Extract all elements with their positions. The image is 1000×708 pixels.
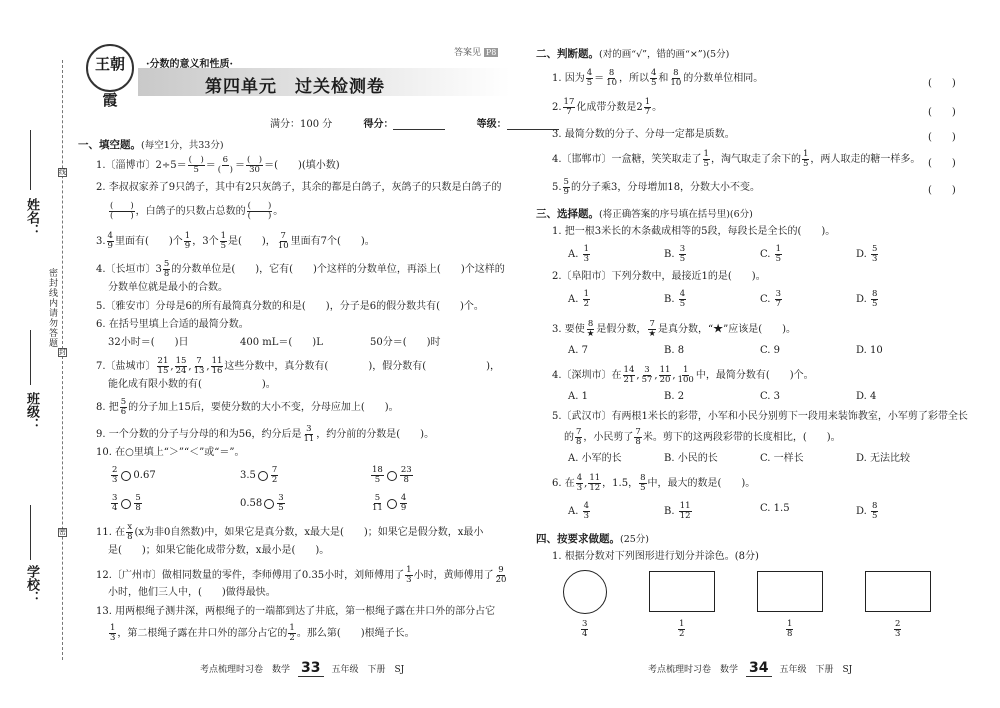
score-field[interactable] <box>393 120 445 130</box>
rectangle-shape-1[interactable] <box>649 571 715 612</box>
question-12-line2: 小时，他们三人中，( )做得最快。 <box>108 587 276 598</box>
question-3: 3. $\frac{4}{9}$ 里面有( )个 $\frac{1}{9}$ ，3个 $\frac{1}{5}$ 是( )， $\frac{7}{10}$ 里面有7个( )。 <box>96 231 375 251</box>
section-fill-blank: 一、填空题。(每空1分，共33分) <box>78 139 224 151</box>
question-10: 10. 在○里填上“＞”“＜”或“＝”。 <box>96 447 245 458</box>
school-label: 学校： <box>24 565 39 604</box>
choice-1-c[interactable]: C. $\frac{1}{5}$ <box>760 244 782 264</box>
school-field[interactable] <box>30 505 31 560</box>
seal-mark-mi: 密 <box>59 528 66 536</box>
judge-2: 2. $\frac{17}{7}$ 化成带分数是2 $\frac{1}{7}$ 。 <box>552 97 663 117</box>
seal-mark-feng: 封 <box>59 348 66 356</box>
question-10-r2-b: 0.58 $\frac{3}{5}$ <box>240 493 284 513</box>
choice-1-b[interactable]: B. $\frac{3}{5}$ <box>664 244 686 264</box>
choice-4-b[interactable]: B. 2 <box>664 391 685 402</box>
question-10-r1-a: $\frac{2}{3}$ 0.67 <box>112 465 156 485</box>
choice-1: 1. 把一根3米长的木条截成相等的5段，每段长是全长的( )。 <box>552 226 836 237</box>
choice-3-b[interactable]: B. 8 <box>664 345 685 356</box>
choice-1-d[interactable]: D. $\frac{5}{3}$ <box>856 244 878 264</box>
question-10-r2-a: $\frac{3}{4}$ $\frac{5}{8}$ <box>112 493 141 513</box>
judge-4: 4.〔邯郸市〕一盒糖，笑笑取走了 $\frac{1}{5}$ ，淘气取走了余下的 $\frac{1}{5}$ ，两人取走的糖一样多。 <box>552 149 921 169</box>
question-8: 8. 把 $\frac{5}{6}$ 的分子加上15后，要使分数的大小不变，分母应加上( )。 <box>96 397 399 417</box>
page-number: 33 <box>298 660 323 677</box>
choice-6-d[interactable]: D. $\frac{8}{5}$ <box>856 501 878 521</box>
question-6-b: 400 mL＝( )L <box>240 337 323 348</box>
question-2: 2. 李叔叔家养了9只鸽子，其中有2只灰鸽子，其余的都是白鸽子，灰鸽子的只数是白鸽子的 <box>96 182 502 193</box>
judge-2-answer[interactable]: ( ) <box>928 107 956 118</box>
publisher-logo: 王朝霞 <box>86 44 134 92</box>
question-4: 4.〔长垣市〕3 $\frac{5}{8}$ 的分数单位是( )，它有( )个这样的分数单位，再添上( )个这样的 <box>96 259 505 279</box>
section-true-false: 二、判断题。(对的画“√”，错的画“×”)(5分) <box>536 48 730 60</box>
unit-topic: ·分数的意义和性质· <box>146 59 233 70</box>
question-12: 12.〔广州市〕做相同数量的零件，李师傅用了0.35小时，刘师傅用了 $\frac{1}{3}$ 小时，黄师傅用了 $\frac{9}{20}$ <box>96 565 507 585</box>
shape-fraction-3: $\frac{1}{8}$ <box>787 619 793 639</box>
judge-3-answer[interactable]: ( ) <box>928 132 956 143</box>
grade-field[interactable] <box>507 120 559 130</box>
rectangle-shape-2[interactable] <box>757 571 823 612</box>
choice-2: 2.〔阜阳市〕下列分数中，最接近1的是( )。 <box>552 271 766 282</box>
choice-5-c[interactable]: C. 一样长 <box>760 453 804 464</box>
class-field[interactable] <box>30 330 31 385</box>
choice-5-b[interactable]: B. 小民的长 <box>664 453 718 464</box>
choice-2-d[interactable]: D. $\frac{8}{5}$ <box>856 289 878 309</box>
name-field[interactable] <box>30 130 31 190</box>
judge-1-answer[interactable]: ( ) <box>928 78 956 89</box>
question-13: 13. 用两根绳子测井深，两根绳子的一端都到达了井底，第一根绳子露在井口外的部分占它 <box>96 606 496 617</box>
choice-2-b[interactable]: B. $\frac{4}{5}$ <box>664 289 686 309</box>
question-11-line2: 是( )；如果它能化成带分数，x最小是( )。 <box>108 545 330 556</box>
footer-right: 考点梳理时习卷 数学 34 五年级 下册 SJ <box>648 660 853 676</box>
shape-fraction-2: $\frac{1}{2}$ <box>679 619 685 639</box>
section-multiple-choice: 三、选择题。(将正确答案的序号填在括号里)(6分) <box>536 208 753 220</box>
question-1: 1.〔淄博市〕2÷5＝ ( ) 5 ＝ 6 ( ) ＝ ( ) 30 ＝( )(填小数) <box>96 155 340 175</box>
choice-2-a[interactable]: A. $\frac{1}{2}$ <box>568 289 590 309</box>
choice-3-a[interactable]: A. 7 <box>568 345 588 356</box>
question-7-line2: 能化成有限小数的有( )。 <box>108 379 276 390</box>
question-10-r1-c: $\frac{18}{5}$ $\frac{23}{8}$ <box>372 465 412 485</box>
seal-line <box>62 60 63 660</box>
choice-6-b[interactable]: B. $\frac{11}{12}$ <box>664 501 691 521</box>
question-7: 7.〔盐城市〕 $\frac{21}{15}$ , $\frac{15}{24}$ , $\frac{7}{13}$ , $\frac{11}{16}$ 这些分数中，真分数有( )，假分数有( )， <box>96 356 501 376</box>
seal-mark-xian: 线 <box>59 168 66 176</box>
choice-1-a[interactable]: A. $\frac{1}{3}$ <box>568 244 590 264</box>
question-9: 9. 一个分数的分子与分母的和为56，约分后是 $\frac{3}{11}$ ，约分前的分数是( )。 <box>96 424 435 444</box>
circle-shape[interactable] <box>563 570 607 614</box>
section-tasks: 四、按要求做题。(25分) <box>536 533 650 545</box>
judge-4-answer[interactable]: ( ) <box>928 158 956 169</box>
question-2-line2: ( ) ( ) ，白鸽子的只数占总数的 ( ) ( ) 。 <box>110 201 284 221</box>
question-10-r1-b: 3.5 $\frac{7}{2}$ <box>240 465 278 485</box>
choice-4-a[interactable]: A. 1 <box>568 391 588 402</box>
question-4-line2: 分数单位就是最小的合数。 <box>108 282 228 293</box>
page-number: 34 <box>746 660 771 677</box>
question-13-line2: $\frac{1}{3}$ ，第二根绳子露在井口外的部分占它的 $\frac{1}{2}$ 。那么第( )根绳子长。 <box>110 623 415 643</box>
choice-3-d[interactable]: D. 10 <box>856 345 883 356</box>
choice-5-d[interactable]: D. 无法比较 <box>856 453 911 464</box>
choice-3-c[interactable]: C. 9 <box>760 345 781 356</box>
footer-left: 考点梳理时习卷 数学 33 五年级 下册 SJ <box>200 660 405 676</box>
choice-4-d[interactable]: D. 4 <box>856 391 877 402</box>
choice-3: 3. 要使 8 ★ 是假分数， 7 ★ 是真分数，“★”应该是( )。 <box>552 319 797 339</box>
question-5: 5.〔雅安市〕分母是6的所有最简真分数的和是( )，分子是6的假分数共有( )个。 <box>96 301 484 312</box>
question-10-r2-c: $\frac{5}{11}$ $\frac{4}{9}$ <box>372 493 407 513</box>
question-6: 6. 在括号里填上合适的最简分数。 <box>96 319 249 330</box>
task-1: 1. 根据分数对下列图形进行划分并涂色。(8分) <box>552 551 759 562</box>
shape-fraction-4: $\frac{2}{3}$ <box>895 619 901 639</box>
binding-margin <box>0 0 75 708</box>
page-title: 第四单元 过关检测卷 <box>205 77 385 97</box>
class-label: 班级： <box>24 392 39 431</box>
choice-4-c[interactable]: C. 3 <box>760 391 781 402</box>
question-6-a: 32小时＝( )日 <box>108 337 189 348</box>
choice-6-a[interactable]: A. $\frac{4}{3}$ <box>568 501 590 521</box>
seal-note: 密封线内请勿答题 <box>47 268 57 348</box>
judge-3: 3. 最简分数的分子、分母一定都是质数。 <box>552 129 735 140</box>
question-11: 11. 在 $\frac{x}{8}$ (x为非0自然数)中，如果它是真分数，x最大是( )；如果它是假分数，x最小 <box>96 522 484 542</box>
choice-5-a[interactable]: A. 小军的长 <box>568 453 622 464</box>
rectangle-shape-3[interactable] <box>865 571 931 612</box>
shape-fraction-1: $\frac{3}{4}$ <box>582 619 588 639</box>
question-6-c: 50分＝( )时 <box>370 337 441 348</box>
choice-5: 5.〔武汉市〕有两根1米长的彩带，小军和小民分别剪下一段用来装饰教室，小军剪了彩带全长 <box>552 411 968 422</box>
judge-5-answer[interactable]: ( ) <box>928 185 956 196</box>
choice-4: 4.〔深圳市〕在 $\frac{14}{21}$ , $\frac{3}{57}$ , $\frac{11}{20}$ , $\frac{1}{100}$ 中，最简分数有( )个。 <box>552 365 814 385</box>
judge-1: 1. 因为 $\frac{4}{5}$ ＝ $\frac{8}{10}$ ，所以 $\frac{4}{5}$ 和 $\frac{8}{10}$ 的分数单位相同。 <box>552 68 764 88</box>
choice-6-c[interactable]: C. 1.5 <box>760 503 790 514</box>
choice-5-line2: 的 $\frac{7}{8}$ ，小民剪了 $\frac{7}{8}$ 米。剪下的这两段彩带的长度相比，( )。 <box>564 427 841 447</box>
choice-6: 6. 在 $\frac{4}{3}$ , $\frac{11}{12}$ ，1.5， $\frac{8}{5}$ 中，最大的数是( )。 <box>552 473 756 493</box>
score-line: 满分：100 分 得分： 等级： <box>270 115 559 130</box>
answer-reference: 答案见 P8 <box>454 48 497 58</box>
judge-5: 5. $\frac{5}{9}$ 的分子乘3，分母增加18，分数大小不变。 <box>552 177 761 197</box>
choice-2-c[interactable]: C. $\frac{3}{7}$ <box>760 289 782 309</box>
name-label: 姓名： <box>24 198 39 237</box>
